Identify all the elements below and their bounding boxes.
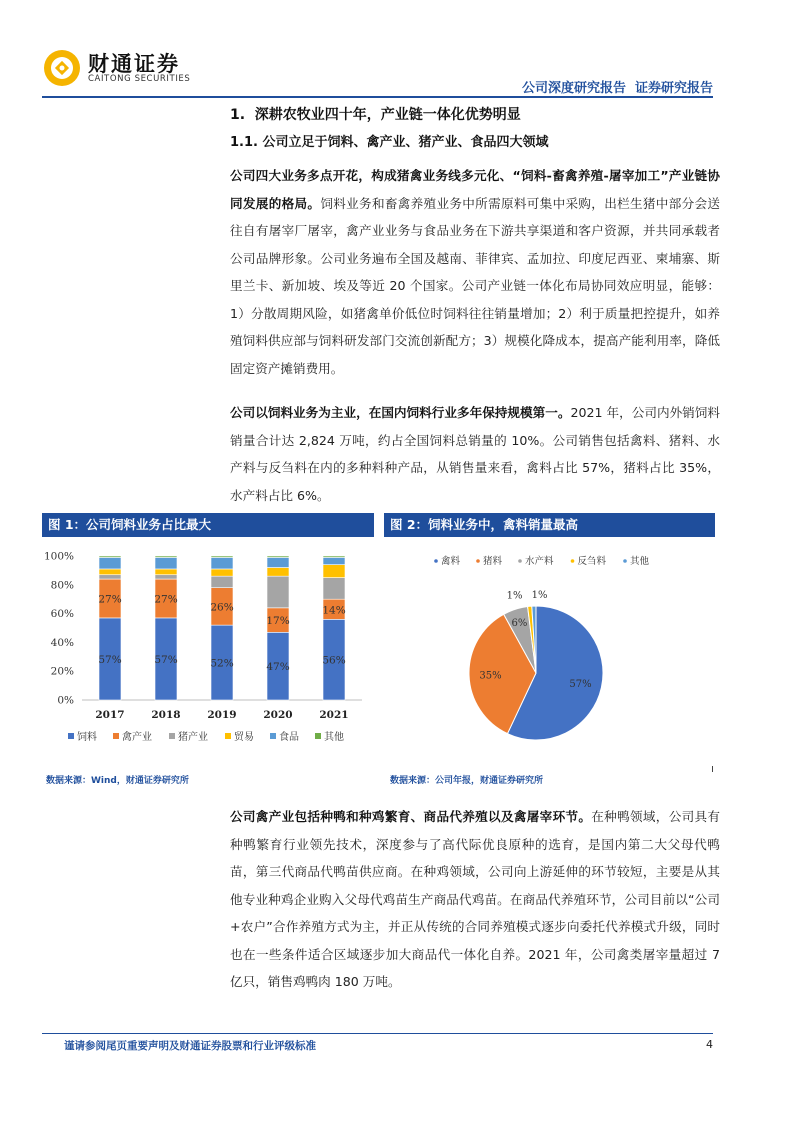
legend-label: 食品 — [279, 732, 299, 743]
legend-swatch — [518, 559, 522, 563]
bar-data-label: 27% — [98, 593, 122, 606]
logo-english-name: CAITONG SECURITIES — [88, 74, 191, 84]
figure-1-source: 数据来源：Wind，财通证券研究所 — [46, 776, 189, 786]
bar-data-label: 47% — [266, 661, 290, 674]
bar-segment — [155, 575, 177, 579]
legend-swatch — [225, 733, 231, 739]
bar-segment — [323, 565, 345, 578]
legend-swatch — [623, 559, 627, 563]
paragraph-3-body: 在种鸭领域，公司具有种鸭繁育行业领先技术，深度参与了高代际优良原种的选育，是国内第二大父母代鸭苗，第三代商品代鸭苗供应商。在种鸡领域，公司向上游延伸的环节较短，主要是从其他专业种鸡企业购入父母代鸡苗生产商品代鸡苗。在商品代养殖环节，公司目前以“公司+农户”合作养殖方式为主，并正从传统的合同养殖模式逐步向委托代养模式升级，同时也在一些条件适合区域逐步加大商品代一体化自养。2021 年，公司禽类屠宰量超过 7 亿只，销售鸡鸭肉 180 万吨。 — [230, 809, 721, 989]
bar-data-label: 56% — [322, 654, 346, 667]
legend-label: 贸易 — [234, 732, 254, 743]
pie-data-label: 35% — [479, 670, 502, 682]
subsection-heading: 1.1. 公司立足于饲料、禽产业、猪产业、食品四大领域 — [230, 135, 549, 150]
paragraph-1 — [230, 162, 720, 382]
legend-swatch — [476, 559, 480, 563]
bar-segment — [267, 568, 289, 577]
pie-data-label: 57% — [569, 678, 592, 690]
bar-segment — [99, 569, 121, 575]
bar-data-label: 57% — [98, 653, 122, 666]
bar-segment — [323, 556, 345, 557]
bar-segment — [99, 575, 121, 579]
paragraph-2-body: 2021 年，公司内外销饲料销量合计达 2,824 万吨，约占全国饲料总销量的 10%。公司销售包括禽料、猪料、水产料与反刍料在内的多种料种产品，从销售量来看，禽料占比 57%，猪料占比 35%，水产料占比 6%。 — [230, 405, 720, 503]
y-tick-label: 20% — [50, 665, 74, 678]
bar-segment — [99, 557, 121, 569]
section-heading: 1. 深耕农牧业四十年，产业链一体化优势明显 — [230, 107, 521, 123]
legend-label: 禽产业 — [122, 732, 152, 743]
paragraph-2-lead: 公司以饲料业务为主业，在国内饲料行业多年保持规模第一。 — [230, 405, 571, 420]
bar-segment — [99, 556, 121, 557]
y-tick-label: 40% — [50, 636, 74, 649]
bar-segment — [211, 556, 233, 557]
bar-data-label: 52% — [210, 657, 234, 670]
y-tick-label: 80% — [50, 579, 74, 592]
legend-swatch — [68, 733, 74, 739]
legend-label: 猪产业 — [178, 732, 208, 743]
figure-1-title: 图 1：公司饲料业务占比最大 — [42, 513, 374, 537]
pie-data-label: 6% — [511, 618, 528, 630]
bar-segment — [155, 556, 177, 557]
bar-segment — [211, 557, 233, 569]
footer-disclaimer: 谨请参阅尾页重要声明及财通证券股票和行业评级标准 — [64, 1040, 316, 1052]
paragraph-3-lead: 公司禽产业包括种鸭和种鸡繁育、商品代养殖以及禽屠宰环节。 — [230, 809, 592, 824]
figure-2-source: 数据来源：公司年报，财通证券研究所 — [390, 776, 544, 786]
report-type: 公司深度研究报告 证券研究报告 — [521, 81, 713, 96]
figure-2-title: 图 2：饲料业务中，禽料销量最高 — [384, 513, 715, 537]
legend-swatch — [169, 733, 175, 739]
bar-segment — [323, 578, 345, 600]
legend-label: 禽料 — [441, 556, 461, 567]
bar-segment — [211, 569, 233, 576]
y-tick-label: 100% — [43, 550, 74, 563]
legend-label: 反刍料 — [577, 556, 607, 567]
legend-swatch — [113, 733, 119, 739]
legend-swatch — [270, 733, 276, 739]
bar-segment — [155, 569, 177, 575]
bar-segment — [267, 557, 289, 567]
figure-2-pie-chart — [384, 540, 715, 765]
bar-data-label: 26% — [210, 601, 234, 614]
page-number: 4 — [706, 1038, 713, 1051]
logo-chinese-name: 财通证券 — [88, 52, 180, 76]
legend-swatch — [571, 559, 575, 563]
paragraph-1-lead: 公司四大业务多点开花，构成猪禽业务线多元化、“饲料-畜禽养殖-屠宰加工”产业链协同发展的格局。 — [230, 168, 720, 211]
paragraph-1-body: 饲料业务和畜禽养殖业务中所需原料可集中采购，出栏生猪中部分会送往自有屠宰厂屠宰，禽产业业务与食品业务在下游共享渠道和客户资源，并共同承载者公司品牌形象。公司业务遍布全国及越南、菲律宾、孟加拉、印度尼西亚、柬埔寨、斯里兰卡、新加坡、埃及等近 20 个国家。公司产业链一体化布局协同效应明显，能够：1）分散周期风险，如猪禽单价低位时饲料往往销量增加；2）利于质量把控提升，如养殖饲料供应部与饲料研发部门交流创新配方；3）规模化降成本，提高产能利用率，降低固定资产摊销费用。 — [230, 195, 721, 376]
bar-data-label: 27% — [154, 593, 178, 606]
bar-data-label: 57% — [154, 653, 178, 666]
bar-data-label: 14% — [322, 604, 346, 617]
legend-swatch — [434, 559, 438, 563]
chart-border-tick — [712, 766, 713, 772]
pie-data-label: 1% — [506, 590, 523, 602]
paragraph-2 — [230, 399, 720, 509]
footer-divider — [42, 1033, 713, 1034]
x-tick-label: 2018 — [151, 709, 181, 721]
bar-segment — [211, 576, 233, 588]
x-tick-label: 2019 — [207, 709, 237, 721]
bar-segment — [267, 556, 289, 557]
caitong-logo-icon — [42, 48, 82, 88]
bar-data-label: 17% — [266, 615, 290, 628]
legend-swatch — [315, 733, 321, 739]
bar-segment — [267, 576, 289, 608]
header-divider — [42, 96, 713, 98]
paragraph-3 — [230, 803, 720, 996]
legend-label: 其他 — [324, 732, 344, 743]
x-tick-label: 2021 — [319, 709, 349, 721]
bar-segment — [155, 557, 177, 569]
x-tick-label: 2020 — [263, 709, 293, 721]
legend-label: 其他 — [630, 556, 650, 567]
bar-segment — [323, 557, 345, 564]
legend-label: 水产料 — [525, 556, 554, 567]
y-tick-label: 0% — [57, 694, 74, 707]
x-tick-label: 2017 — [95, 709, 125, 721]
figure-1-stacked-bar-chart — [42, 540, 374, 765]
pie-data-label: 1% — [531, 590, 548, 602]
legend-label: 饲料 — [77, 732, 97, 743]
y-tick-label: 60% — [50, 608, 74, 621]
legend-label: 猪料 — [483, 556, 503, 567]
